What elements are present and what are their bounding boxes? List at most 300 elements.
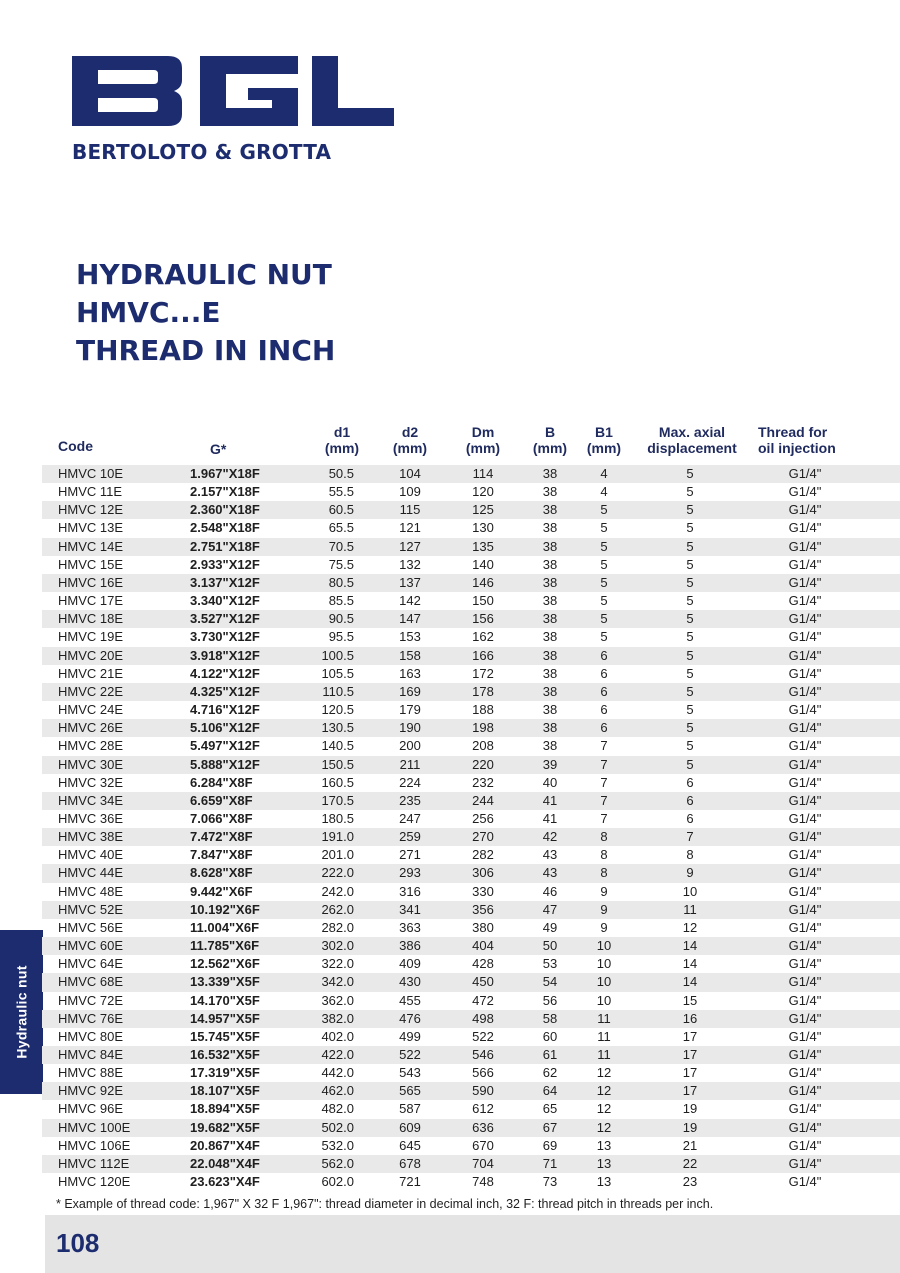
cell-dm: 450 bbox=[472, 974, 494, 990]
cell-thread-g: 16.532"X5F bbox=[190, 1047, 260, 1062]
cell-oil-thread: G1/4" bbox=[788, 829, 822, 845]
cell-oil-thread: G1/4" bbox=[788, 520, 822, 536]
cell-max-displacement: 10 bbox=[682, 883, 698, 899]
cell-dm: 270 bbox=[472, 829, 494, 845]
cell-d2: 565 bbox=[399, 1083, 421, 1099]
table-row bbox=[42, 937, 900, 955]
cell-d1: 191.0 bbox=[321, 829, 354, 845]
cell-d2: 104 bbox=[399, 466, 421, 481]
cell-d1: 482.0 bbox=[321, 1101, 354, 1117]
cell-dm: 172 bbox=[472, 665, 494, 681]
cell-d1: 562.0 bbox=[321, 1155, 354, 1171]
page-number: 108 bbox=[56, 1228, 100, 1258]
cell-oil-thread: G1/4" bbox=[788, 1065, 822, 1081]
cell-d2: 115 bbox=[399, 502, 421, 518]
cell-code: HMVC 52E bbox=[58, 901, 124, 917]
cell-d1: 100.5 bbox=[321, 647, 354, 663]
table-row bbox=[42, 973, 900, 991]
cell-d2: 522 bbox=[399, 1047, 421, 1062]
cell-oil-thread: G1/4" bbox=[788, 1047, 822, 1062]
table-row bbox=[42, 1028, 900, 1046]
cell-code: HMVC 106E bbox=[58, 1137, 131, 1153]
cell-d1: 362.0 bbox=[321, 992, 354, 1008]
cell-max-displacement: 5 bbox=[686, 538, 694, 554]
cell-thread-g: 5.106"X12F bbox=[190, 720, 260, 736]
cell-dm: 636 bbox=[472, 1119, 494, 1135]
cell-oil-thread: G1/4" bbox=[788, 974, 822, 990]
cell-b1: 6 bbox=[600, 702, 608, 718]
page-title bbox=[76, 256, 335, 370]
cell-b: 64 bbox=[542, 1083, 558, 1099]
cell-dm: 244 bbox=[472, 792, 494, 808]
cell-thread-g: 13.339"X5F bbox=[190, 974, 260, 990]
cell-dm: 612 bbox=[472, 1101, 494, 1117]
cell-d1: 95.5 bbox=[328, 629, 354, 645]
cell-max-displacement: 7 bbox=[686, 829, 694, 845]
cell-b: 43 bbox=[542, 847, 558, 863]
cell-b1: 7 bbox=[600, 756, 608, 772]
cell-oil-thread: G1/4" bbox=[788, 702, 822, 718]
cell-b1: 6 bbox=[600, 720, 608, 736]
cell-d1: 160.5 bbox=[321, 774, 354, 790]
cell-d2: 363 bbox=[399, 919, 421, 935]
cell-d1: 201.0 bbox=[321, 847, 354, 863]
cell-code: HMVC 44E bbox=[58, 865, 124, 881]
header-d1-label: d1 bbox=[333, 424, 351, 440]
cell-d2: 609 bbox=[399, 1119, 421, 1135]
cell-thread-g: 6.284"X8F bbox=[190, 774, 253, 790]
cell-thread-g: 3.918"X12F bbox=[190, 647, 260, 663]
table-row bbox=[42, 810, 900, 828]
cell-b: 38 bbox=[542, 502, 558, 518]
cell-code: HMVC 92E bbox=[58, 1083, 124, 1099]
cell-code: HMVC 100E bbox=[58, 1119, 131, 1135]
cell-d1: 105.5 bbox=[321, 665, 354, 681]
cell-b1: 13 bbox=[596, 1174, 612, 1190]
cell-b1: 7 bbox=[600, 810, 608, 826]
cell-d1: 402.0 bbox=[321, 1028, 354, 1044]
cell-dm: 704 bbox=[472, 1155, 494, 1171]
cell-code: HMVC 21E bbox=[58, 665, 124, 681]
cell-oil-thread: G1/4" bbox=[788, 847, 822, 863]
cell-dm: 356 bbox=[472, 901, 494, 917]
cell-code: HMVC 36E bbox=[58, 810, 124, 826]
table-header bbox=[42, 420, 900, 462]
table-row bbox=[42, 756, 900, 774]
cell-b: 56 bbox=[542, 992, 558, 1008]
cell-oil-thread: G1/4" bbox=[788, 611, 822, 627]
cell-oil-thread: G1/4" bbox=[788, 574, 822, 590]
cell-max-displacement: 22 bbox=[682, 1155, 698, 1171]
cell-d2: 543 bbox=[399, 1065, 421, 1081]
cell-thread-g: 5.888"X12F bbox=[190, 756, 260, 772]
cell-d2: 163 bbox=[399, 665, 421, 681]
cell-dm: 130 bbox=[472, 520, 494, 536]
cell-b1: 5 bbox=[600, 538, 608, 554]
cell-oil-thread: G1/4" bbox=[788, 883, 822, 899]
cell-max-displacement: 12 bbox=[682, 919, 698, 935]
header-thread bbox=[758, 424, 854, 456]
cell-max-displacement: 5 bbox=[686, 484, 694, 500]
cell-b1: 10 bbox=[596, 956, 612, 972]
header-d1-unit: (mm) bbox=[324, 440, 360, 456]
cell-d1: 120.5 bbox=[321, 702, 354, 718]
cell-max-displacement: 19 bbox=[682, 1119, 698, 1135]
cell-oil-thread: G1/4" bbox=[788, 1083, 822, 1099]
cell-d2: 293 bbox=[399, 865, 421, 881]
cell-code: HMVC 13E bbox=[58, 520, 124, 536]
cell-max-displacement: 5 bbox=[686, 502, 694, 518]
cell-b1: 10 bbox=[596, 992, 612, 1008]
cell-d2: 147 bbox=[399, 611, 421, 627]
cell-b1: 12 bbox=[596, 1065, 612, 1081]
cell-code: HMVC 112E bbox=[58, 1155, 130, 1171]
cell-dm: 125 bbox=[472, 502, 494, 518]
cell-dm: 380 bbox=[472, 919, 494, 935]
cell-d2: 132 bbox=[399, 556, 421, 572]
title-line-1: HYDRAULIC NUT bbox=[76, 258, 332, 291]
cell-thread-g: 2.548"X18F bbox=[190, 520, 260, 536]
cell-dm: 120 bbox=[472, 484, 494, 500]
cell-b: 38 bbox=[542, 665, 558, 681]
table-row bbox=[42, 828, 900, 846]
table-row bbox=[42, 719, 900, 737]
cell-b: 38 bbox=[542, 484, 558, 500]
cell-d1: 382.0 bbox=[321, 1010, 354, 1026]
cell-max-displacement: 5 bbox=[686, 720, 694, 736]
cell-code: HMVC 20E bbox=[58, 647, 124, 663]
cell-max-displacement: 11 bbox=[683, 901, 697, 917]
cell-d2: 316 bbox=[399, 883, 421, 899]
cell-b1: 6 bbox=[600, 665, 608, 681]
header-b1-label: B1 bbox=[595, 424, 613, 440]
table-row bbox=[42, 737, 900, 755]
cell-dm: 146 bbox=[472, 574, 494, 590]
table-row bbox=[42, 1119, 900, 1137]
cell-max-displacement: 14 bbox=[682, 938, 698, 954]
table-row bbox=[42, 519, 900, 537]
header-dm-label: Dm bbox=[471, 424, 495, 440]
cell-d1: 65.5 bbox=[328, 520, 354, 536]
cell-code: HMVC 15E bbox=[58, 556, 124, 572]
cell-thread-g: 18.107"X5F bbox=[190, 1083, 260, 1099]
cell-d2: 721 bbox=[399, 1174, 421, 1190]
cell-max-displacement: 14 bbox=[682, 974, 698, 990]
cell-d1: 55.5 bbox=[328, 484, 354, 500]
cell-max-displacement: 5 bbox=[686, 466, 694, 481]
cell-thread-g: 2.751"X18F bbox=[190, 538, 260, 554]
cell-max-displacement: 5 bbox=[686, 556, 694, 572]
cell-code: HMVC 12E bbox=[58, 502, 124, 518]
cell-oil-thread: G1/4" bbox=[788, 1119, 822, 1135]
cell-b1: 8 bbox=[600, 829, 608, 845]
cell-b1: 10 bbox=[596, 974, 612, 990]
cell-thread-g: 7.847"X8F bbox=[190, 847, 253, 863]
cell-code: HMVC 120E bbox=[58, 1174, 131, 1190]
cell-b1: 5 bbox=[600, 629, 608, 645]
cell-b: 53 bbox=[542, 956, 558, 972]
cell-dm: 140 bbox=[472, 556, 494, 572]
header-b-label: B bbox=[544, 424, 556, 440]
cell-d1: 110.5 bbox=[322, 683, 354, 699]
cell-d1: 322.0 bbox=[321, 956, 354, 972]
cell-d1: 85.5 bbox=[328, 593, 354, 609]
cell-d2: 499 bbox=[399, 1028, 421, 1044]
cell-code: HMVC 18E bbox=[58, 611, 124, 627]
cell-d2: 271 bbox=[399, 847, 421, 863]
cell-oil-thread: G1/4" bbox=[788, 1137, 822, 1153]
cell-d1: 442.0 bbox=[321, 1065, 354, 1081]
table-row bbox=[42, 919, 900, 937]
cell-d2: 224 bbox=[399, 774, 421, 790]
cell-d2: 190 bbox=[399, 720, 421, 736]
cell-b: 38 bbox=[542, 611, 558, 627]
cell-code: HMVC 11E bbox=[58, 484, 123, 500]
cell-d2: 235 bbox=[399, 792, 421, 808]
cell-max-displacement: 5 bbox=[686, 683, 694, 699]
cell-b: 50 bbox=[542, 938, 558, 954]
cell-dm: 748 bbox=[472, 1174, 494, 1190]
cell-b1: 8 bbox=[600, 865, 608, 881]
cell-b: 41 bbox=[542, 792, 558, 808]
cell-code: HMVC 24E bbox=[58, 702, 124, 718]
table-row bbox=[42, 701, 900, 719]
table-row bbox=[42, 1137, 900, 1155]
cell-code: HMVC 32E bbox=[58, 774, 124, 790]
cell-b1: 5 bbox=[600, 520, 608, 536]
table-row bbox=[42, 1046, 900, 1064]
cell-oil-thread: G1/4" bbox=[788, 810, 822, 826]
table-row bbox=[42, 864, 900, 882]
cell-max-displacement: 6 bbox=[686, 810, 694, 826]
table-row bbox=[42, 483, 900, 501]
cell-d2: 142 bbox=[399, 593, 421, 609]
cell-oil-thread: G1/4" bbox=[788, 938, 822, 954]
cell-thread-g: 14.170"X5F bbox=[190, 992, 260, 1008]
cell-code: HMVC 16E bbox=[58, 574, 124, 590]
table-row bbox=[42, 792, 900, 810]
cell-oil-thread: G1/4" bbox=[788, 956, 822, 972]
table-row bbox=[42, 610, 900, 628]
cell-max-displacement: 17 bbox=[682, 1065, 698, 1081]
cell-b: 38 bbox=[542, 647, 558, 663]
cell-d1: 50.5 bbox=[328, 466, 354, 481]
cell-d1: 342.0 bbox=[321, 974, 354, 990]
cell-max-displacement: 19 bbox=[682, 1101, 698, 1117]
cell-max-displacement: 5 bbox=[686, 574, 694, 590]
cell-b: 71 bbox=[542, 1155, 558, 1171]
cell-dm: 232 bbox=[472, 774, 494, 790]
table-row bbox=[42, 992, 900, 1010]
table-row bbox=[42, 665, 900, 683]
table-row bbox=[42, 538, 900, 556]
header-dm bbox=[458, 424, 508, 456]
cell-thread-g: 6.659"X8F bbox=[190, 792, 253, 808]
cell-max-displacement: 8 bbox=[686, 847, 694, 863]
cell-d2: 127 bbox=[399, 538, 421, 554]
cell-d2: 211 bbox=[399, 756, 421, 772]
cell-b: 38 bbox=[542, 702, 558, 718]
cell-oil-thread: G1/4" bbox=[788, 466, 822, 481]
cell-b1: 11 bbox=[597, 1010, 611, 1026]
cell-dm: 590 bbox=[472, 1083, 494, 1099]
cell-oil-thread: G1/4" bbox=[788, 901, 822, 917]
cell-thread-g: 4.122"X12F bbox=[190, 665, 260, 681]
cell-code: HMVC 17E bbox=[58, 593, 124, 609]
cell-b1: 5 bbox=[600, 502, 608, 518]
cell-oil-thread: G1/4" bbox=[788, 919, 822, 935]
cell-d2: 200 bbox=[399, 738, 421, 754]
cell-max-displacement: 5 bbox=[686, 702, 694, 718]
cell-thread-g: 7.472"X8F bbox=[190, 829, 253, 845]
cell-dm: 522 bbox=[472, 1028, 494, 1044]
cell-code: HMVC 84E bbox=[58, 1047, 124, 1062]
cell-b: 38 bbox=[542, 574, 558, 590]
cell-d2: 455 bbox=[399, 992, 421, 1008]
cell-d1: 90.5 bbox=[328, 611, 354, 627]
cell-d2: 121 bbox=[399, 520, 421, 536]
cell-oil-thread: G1/4" bbox=[788, 1174, 822, 1190]
footnote: * Example of thread code: 1,967" X 32 F 1,967": thread diameter in decimal inch, 32 F: thread pitch in threads per inch. bbox=[56, 1197, 714, 1211]
cell-d2: 169 bbox=[399, 683, 421, 699]
cell-max-displacement: 23 bbox=[682, 1174, 698, 1190]
cell-max-displacement: 5 bbox=[686, 665, 694, 681]
header-d1 bbox=[318, 424, 366, 456]
cell-dm: 546 bbox=[472, 1047, 494, 1062]
table-row bbox=[42, 556, 900, 574]
cell-dm: 330 bbox=[472, 883, 494, 899]
table-row bbox=[42, 465, 900, 483]
cell-max-displacement: 5 bbox=[686, 738, 694, 754]
cell-b: 42 bbox=[542, 829, 558, 845]
cell-d1: 422.0 bbox=[321, 1047, 354, 1062]
cell-d1: 140.5 bbox=[321, 738, 354, 754]
cell-b1: 11 bbox=[597, 1028, 611, 1044]
header-b-unit: (mm) bbox=[532, 440, 568, 456]
cell-oil-thread: G1/4" bbox=[788, 1010, 822, 1026]
cell-oil-thread: G1/4" bbox=[788, 792, 822, 808]
cell-thread-g: 4.325"X12F bbox=[190, 683, 260, 699]
cell-code: HMVC 96E bbox=[58, 1101, 124, 1117]
cell-thread-g: 14.957"X5F bbox=[190, 1010, 260, 1026]
company-name: BERTOLOTO & GROTTA bbox=[72, 140, 332, 164]
cell-dm: 498 bbox=[472, 1010, 494, 1026]
table-row bbox=[42, 955, 900, 973]
cell-code: HMVC 72E bbox=[58, 992, 124, 1008]
cell-b: 38 bbox=[542, 466, 558, 481]
cell-thread-g: 3.527"X12F bbox=[190, 611, 260, 627]
cell-b: 47 bbox=[542, 901, 558, 917]
bgl-logo-mark bbox=[72, 56, 394, 126]
cell-oil-thread: G1/4" bbox=[788, 556, 822, 572]
cell-dm: 208 bbox=[472, 738, 494, 754]
cell-b1: 13 bbox=[596, 1137, 612, 1153]
cell-thread-g: 19.682"X5F bbox=[190, 1119, 260, 1135]
cell-d1: 602.0 bbox=[321, 1174, 354, 1190]
cell-b: 73 bbox=[542, 1174, 558, 1190]
cell-max-displacement: 6 bbox=[686, 774, 694, 790]
table-row bbox=[42, 647, 900, 665]
cell-d1: 502.0 bbox=[321, 1119, 354, 1135]
table-row bbox=[42, 592, 900, 610]
cell-max-displacement: 5 bbox=[686, 520, 694, 536]
cell-thread-g: 23.623"X4F bbox=[190, 1174, 260, 1190]
cell-oil-thread: G1/4" bbox=[788, 683, 822, 699]
cell-oil-thread: G1/4" bbox=[788, 774, 822, 790]
cell-b1: 7 bbox=[600, 774, 608, 790]
cell-code: HMVC 22E bbox=[58, 683, 124, 699]
cell-code: HMVC 60E bbox=[58, 938, 124, 954]
table-row bbox=[42, 628, 900, 646]
cell-max-displacement: 5 bbox=[686, 593, 694, 609]
cell-d2: 247 bbox=[399, 810, 421, 826]
side-tab-label: Hydraulic nut bbox=[13, 965, 30, 1059]
cell-b1: 5 bbox=[600, 593, 608, 609]
cell-b1: 5 bbox=[600, 574, 608, 590]
cell-thread-g: 18.894"X5F bbox=[190, 1101, 260, 1117]
cell-b: 41 bbox=[542, 810, 558, 826]
cell-max-displacement: 15 bbox=[682, 992, 698, 1008]
cell-d1: 75.5 bbox=[328, 556, 354, 572]
cell-b: 40 bbox=[542, 774, 558, 790]
cell-code: HMVC 19E bbox=[58, 629, 124, 645]
cell-b1: 12 bbox=[596, 1083, 612, 1099]
cell-d2: 109 bbox=[399, 484, 421, 500]
cell-d1: 170.5 bbox=[321, 792, 354, 808]
cell-code: HMVC 80E bbox=[58, 1028, 124, 1044]
cell-dm: 670 bbox=[472, 1137, 494, 1153]
cell-thread-g: 2.933"X12F bbox=[190, 556, 260, 572]
cell-max-displacement: 5 bbox=[686, 629, 694, 645]
cell-b: 38 bbox=[542, 629, 558, 645]
cell-oil-thread: G1/4" bbox=[788, 720, 822, 736]
cell-d2: 386 bbox=[399, 938, 421, 954]
cell-d2: 476 bbox=[399, 1010, 421, 1026]
header-code: Code bbox=[58, 438, 93, 454]
cell-d2: 259 bbox=[399, 829, 421, 845]
cell-b1: 6 bbox=[600, 647, 608, 663]
cell-b: 54 bbox=[542, 974, 558, 990]
table-row bbox=[42, 901, 900, 919]
header-g: G* bbox=[210, 441, 227, 457]
cell-b1: 13 bbox=[596, 1155, 612, 1171]
cell-dm: 256 bbox=[472, 810, 494, 826]
cell-thread-g: 1.967"X18F bbox=[190, 466, 260, 481]
section-side-tab bbox=[0, 930, 43, 1094]
cell-d2: 678 bbox=[399, 1155, 421, 1171]
cell-code: HMVC 26E bbox=[58, 720, 124, 736]
cell-d2: 158 bbox=[399, 647, 421, 663]
cell-b1: 12 bbox=[596, 1101, 612, 1117]
cell-code: HMVC 30E bbox=[58, 756, 124, 772]
cell-thread-g: 3.137"X12F bbox=[190, 574, 260, 590]
table-row bbox=[42, 1082, 900, 1100]
cell-oil-thread: G1/4" bbox=[788, 629, 822, 645]
title-line-3: THREAD IN INCH bbox=[76, 334, 336, 367]
header-max-axial bbox=[640, 424, 744, 456]
cell-dm: 566 bbox=[472, 1065, 494, 1081]
cell-d1: 462.0 bbox=[321, 1083, 354, 1099]
cell-d1: 262.0 bbox=[321, 901, 354, 917]
cell-dm: 472 bbox=[472, 992, 494, 1008]
cell-d1: 80.5 bbox=[328, 574, 354, 590]
cell-d1: 282.0 bbox=[321, 919, 354, 935]
cell-thread-g: 2.360"X18F bbox=[190, 502, 260, 518]
cell-dm: 198 bbox=[472, 720, 494, 736]
cell-code: HMVC 88E bbox=[58, 1065, 124, 1081]
cell-thread-g: 10.192"X6F bbox=[190, 901, 260, 917]
table-row bbox=[42, 683, 900, 701]
